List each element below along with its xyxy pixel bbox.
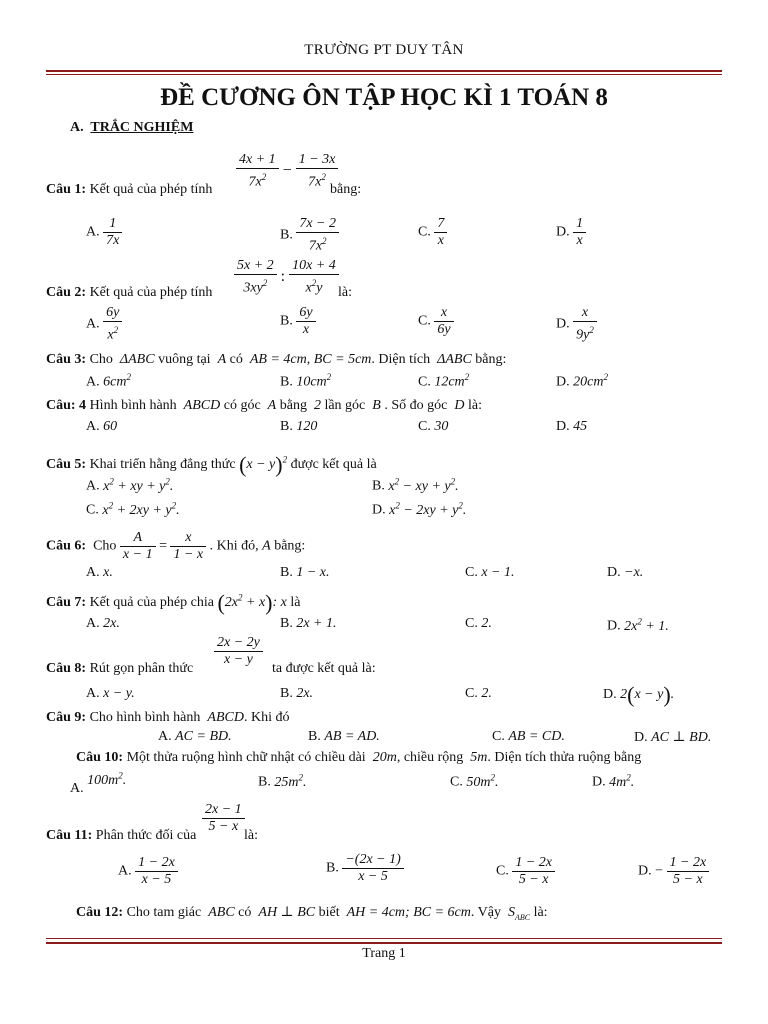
q11-option-d: D. − $\frac{1 - 2x}{5 - x}$ [638,855,709,888]
q8-option-a: A. x − y. [86,686,135,701]
q8-option-d: D. 2(x − y). [603,682,675,707]
q7-option-a: A. 2x. [86,616,120,631]
q5-option-a: A. $x^2$ + xy + $y^2$. [86,476,174,494]
q7-option-d: D. $2x^2 + 1$. [607,616,669,634]
q1-option-b: B. $\frac{7x - 2}{7x^2}$ [280,216,339,255]
question-7: Câu 7: Kết quả của phép chia $(2x^2 + x)$: x là [46,590,301,615]
section-name: TRẮC NGHIỆM [90,120,194,135]
question-10: Câu 10: Một thửa ruộng hình chữ nhật có chiều dài 20m, chiều rộng 5m. Diện tích thửa ruộng bằng [76,750,642,765]
question-4: Câu: 4 Hình bình hành ABCD có góc A bằng 2 lần góc B . Số đo góc D là: [46,398,482,413]
section-heading [70,120,193,136]
header-rule-thin [46,74,722,75]
page-title: ĐỀ CƯƠNG ÔN TẬP HỌC KÌ 1 TOÁN 8 [160,84,608,111]
q10-option-c: C. $50m^2$. [450,772,499,790]
school-header: TRƯỜNG PT DUY TÂN [304,42,464,58]
q4-option-d: D. 45 [556,419,588,434]
section-label: A. [70,120,84,135]
q6-option-d: D. −x. [607,565,644,580]
q3-option-c: C. $12cm^2$ [418,372,470,390]
q11-option-a: A. $\frac{1 - 2x}{x - 5}$ [118,855,178,888]
question-11: Câu 11: Phân thức đối của [46,828,197,843]
q10-option-b: B. $25m^2$. [258,772,307,790]
question-9: Câu 9: Cho hình bình hành ABCD. Khi đó [46,710,290,725]
question-5: Câu 5: Khai triển hằng đẳng thức $(x - y)^2$ được kết quả là [46,452,377,477]
header-rule-thick [46,70,722,72]
q6-option-c: C. x − 1. [465,565,515,580]
question-8: Câu 8: Rút gọn phân thức [46,661,194,676]
q5-option-c: C. $x^2 + 2xy + y^2$. [86,500,180,518]
q8-option-b: B. 2x. [280,686,314,701]
q7-option-b: B. 2x + 1. [280,616,337,631]
q11-expression: $\frac{2x - 1}{5 - x}$ [202,802,245,835]
q6-option-b: B. 1 − x. [280,565,330,580]
q4-option-a: A. 60 [86,419,118,434]
q11-tail: là: [244,828,258,843]
q1-option-c: C. $\frac{7}{x}$ [418,216,447,249]
q5-option-b: B. $x^2$ − xy + $y^2$. [372,476,459,494]
q8-tail: ta được kết quả là: [272,661,376,676]
question-3: Câu 3: Cho ΔABC vuông tại A có AB = 4cm, BC = 5cm. Diện tích ΔABC bằng: [46,352,507,367]
q6-option-a: A. x. [86,565,113,580]
q1-option-a: A. $\frac{1}{7x}$ [86,216,122,249]
question-2: Câu 2: Kết quả của phép tính [46,285,213,300]
q11-option-b: B. $\frac{-(2x - 1)}{x - 5}$ [326,852,404,885]
footer-rule-thin [46,938,722,939]
question-12: Câu 12: Cho tam giác ABC có AH ⊥ BC biết AH = 4cm; BC = 6cm. Vậy $S_{ABC}$ là: [76,905,548,922]
q8-expression: $\frac{2x - 2y}{x - y}$ [214,635,263,668]
q10-option-a: A. $100m^2$. [70,770,127,796]
q4-option-c: C. 30 [418,419,449,434]
footer-rule-thick [46,942,722,944]
q10-option-d: D. $4m^2$. [592,772,635,790]
q1-tail: bằng: [330,182,362,197]
q9-option-d: D. AC ⊥ BD. [634,730,712,745]
q3-option-b: B. $10cm^2$ [280,372,332,390]
q8-option-c: C. 2. [465,686,492,701]
q7-option-c: C. 2. [465,616,492,631]
question-1: Câu 1: Kết quả của phép tính [46,182,213,197]
page-number: Trang 1 [362,946,406,961]
q2-option-d: D. $\frac{x}{9y^2}$ [556,305,597,344]
q3-option-a: A. $6cm^2$ [86,372,131,390]
q11-option-c: C. $\frac{1 - 2x}{5 - x}$ [496,855,555,888]
q5-option-d: D. $x^2 - 2xy + y^2$. [372,500,467,518]
q2-option-c: C. $\frac{x}{6y}$ [418,305,454,338]
q9-option-b: B. AB = AD. [308,729,380,744]
q2-tail: là: [338,285,352,300]
q9-option-c: C. AB = CD. [492,729,565,744]
q2-option-b: B. $\frac{6y}{x}$ [280,305,316,338]
q9-option-a: A. AC = BD. [158,729,232,744]
q3-option-d: D. $20cm^2$ [556,372,608,390]
question-6: Câu 6: Cho $\frac{A}{x - 1}$ = $\frac{x}{1 - x}$ . Khi đó, A bằng: [46,530,306,562]
q2-option-a: A. $\frac{6y}{x^2}$ [86,305,122,344]
q1-option-d: D. $\frac{1}{x}$ [556,216,586,249]
q4-option-b: B. 120 [280,419,318,434]
q1-expression: $\frac{4x + 1}{7x^2}$ − $\frac{1 - 3x}{7x^2}$ [236,152,338,191]
q2-expression: $\frac{5x + 2}{3xy^2}$ : $\frac{10x + 4}{x^2y}$ [234,258,339,297]
